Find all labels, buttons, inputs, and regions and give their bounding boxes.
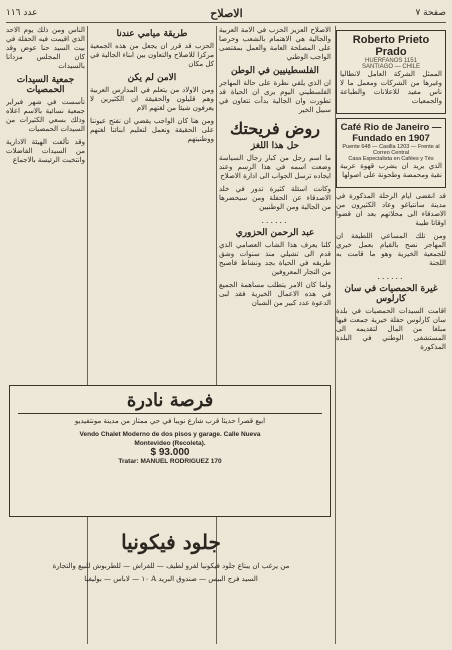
ad-fikonia-title: جلود فيكونيا — [121, 530, 221, 554]
article-heading: طريقة ميامي عندنا — [116, 29, 188, 39]
ad-roz-title: روض فريحتك — [230, 119, 320, 138]
masthead: الاصلاح — [210, 6, 243, 20]
ad-prado-address: HUERFANOS 1151 — [365, 58, 417, 64]
column-3 — [90, 26, 214, 380]
ad-cafe-body: الذي يريد ان يشرب قهوة عربية نقية ومحمصة وطحونة على اصولها — [340, 162, 442, 179]
article-paragraph: وقد تألفت الهيئة الادارية من السيدات الفاضلات وانتخبت الرئيسة بالاجماع — [6, 138, 85, 164]
article-paragraph: قد انقضى ايام الرحلة المذكورة في مدينة سانتياغو وعاد الكثيرون من الاصدقاء الى محلاتهم بعد ان قضوا اوقاتا طيبة — [336, 192, 446, 227]
article-heading: الفلسطينيين في الوطن — [231, 66, 319, 76]
separator: ...... — [377, 272, 405, 281]
article-paragraph: الناس ومن ذلك يوم الاحد الذي اقيمت فيه الحفلة في بيت السيد حنا عوض وقد كان المجلس مزدانا بالسيدات — [6, 26, 85, 70]
article-paragraph: الاصلاح العزيز الحزب في الامة العربية والجالية هي الاهتمام بالشعب وحرصا على المصلحة العامة والعمل بمقتضى الواجب الوطني — [219, 26, 331, 61]
ad-nadira-spanish-1: Vendo Chalet Moderno de dos pisos y garage. Calle Nueva — [79, 431, 261, 438]
ad-prado-city: SANTIAGO — CHILE — [361, 64, 420, 70]
article-heading: جمعية السيدات الحمصيات — [16, 75, 75, 95]
article-paragraph: ومن الاولاد من يتعلم في المدارس العربية وهم قليلون والحقيقة ان الكثيرين لا يعرفون شيئا من لغتهم الام — [90, 86, 214, 112]
ad-vicuna-skins — [11, 522, 331, 642]
ad-cafe-tagline: Casa Especialista en Cafées y Tés — [348, 156, 434, 162]
page-number: صفحة ٧ — [415, 8, 446, 18]
ad-prado — [336, 30, 446, 114]
issue-number: عدد ١١٦ — [6, 8, 38, 18]
article-heading: غيرة الحمصيات في سان كارلوس — [344, 284, 438, 304]
article-paragraph: وكانت اسئلة كثيرة تدور في خلد الاصدقاء عن الحفلة ومن سيحضرها من الجالية ومن الوطنيين — [219, 185, 331, 211]
ad-nadira-price: $ 93.000 — [150, 447, 190, 458]
article-paragraph: كلنا يعرف هذا الشاب العصامي الذي قدم الى تشيلي منذ سنوات وشق طريقه في الحياة بجد ونشاط فاصبح من التجار المعروفين — [219, 241, 331, 276]
article-paragraph: تأسست في شهر فبراير جمعية نسائية بالاسم اعلاه وذلك بسعي الكثيرات من السيدات الحمصيات — [6, 98, 85, 133]
article-paragraph: ومن تلك المساعي اللطيفة ان المهاجر نصح بالقيام بعمل خيري للجمعية الخيرية وهو ما قامت به اللجنة — [336, 232, 446, 267]
ad-nadira-box — [18, 413, 322, 466]
ad-prado-body: الممثل الشركة العامل لانطاليا وغيرها من الشركات ومعمل ما لا ناس مفيد للاعلانات والطباعة والجمعيات — [340, 70, 442, 105]
article-heading: عبد الرحمن الحزوري — [235, 228, 315, 238]
ad-nadira-title: فرصة نادرة — [126, 390, 214, 411]
ad-prado-name: Roberto Prieto Prado — [352, 34, 430, 58]
article-paragraph: ومن هنا كان الواجب يقضي ان نفتح عيوننا على الحقيقة ونعمل لتعليم ابنائنا لغتهم ووطنيتهم — [90, 117, 214, 143]
ad-fikonia-line-2: السيد فرج البيس — صندوق البريد A ١٠ — لاباس — بوليفيا — [84, 575, 258, 583]
column-2 — [219, 26, 331, 380]
article-heading: الامن لم يكن — [127, 73, 177, 83]
ad-nadira-spanish-2: Montevideo (Recoleta). — [134, 440, 206, 447]
column-4 — [6, 26, 85, 380]
ad-fikonia-line-1: من يرغب ان يبتاع جلود فيكونيا لفرو لطيف — للفراش — للطربوش للبيع والتجارة — [52, 562, 290, 570]
ad-nadira-arabic: ابيع قصرا حديثا قرب شارع نويبا في حي ممتاز من مدينة مونتفيديو — [74, 417, 266, 425]
separator: ...... — [261, 216, 289, 225]
ad-nadira-contact: Tratar: MANUEL RODRIGUEZ 170 — [118, 458, 222, 465]
article-paragraph: الحزب قد قرر ان يجعل من هذه الجمعية مركزا للاصلاح والتعاون بين ابناء الجالية في كل مكان — [90, 42, 214, 68]
article-paragraph: ما اسم رجل من كبار رجال السياسة وضعت اسمه في هذا الرسم وعند ايجاده ترسل الجواب الى ادارة الاصلاح — [219, 154, 331, 180]
article-paragraph: ان الذي يلقي نظرة على حالة المهاجر الفلسطيني اليوم يرى ان الحياة قد تطورت وان الجالية بدأت تتعاون في سبيل الخير — [219, 79, 331, 114]
column-1 — [336, 26, 446, 644]
ad-cafe-name: Café Rio de Janeiro — Fundado en 1907 — [340, 122, 442, 144]
ad-cafe-address: Puente 648 — Casilla 1203 — Frente al Correo Central — [342, 144, 440, 156]
ad-rare-opportunity — [9, 385, 331, 517]
ad-cafe — [336, 118, 446, 188]
article-paragraph: ولما كان الامر يتطلب مساهمة الجميع في هذه الاعمال الخيرية فقد لبى الدعوة عدد كبير من الشبان — [219, 281, 331, 307]
article-paragraph: اقامت السيدات الحمصيات في بلدة سان كارلوس حفلة خيرية جمعت فيها مبلغا من المال لتقديمه الى المستشفى الوطني في البلدة المذكورة — [336, 307, 446, 351]
page-header — [6, 4, 446, 23]
ad-roz-subtitle: حل هذا اللغز — [250, 141, 300, 151]
